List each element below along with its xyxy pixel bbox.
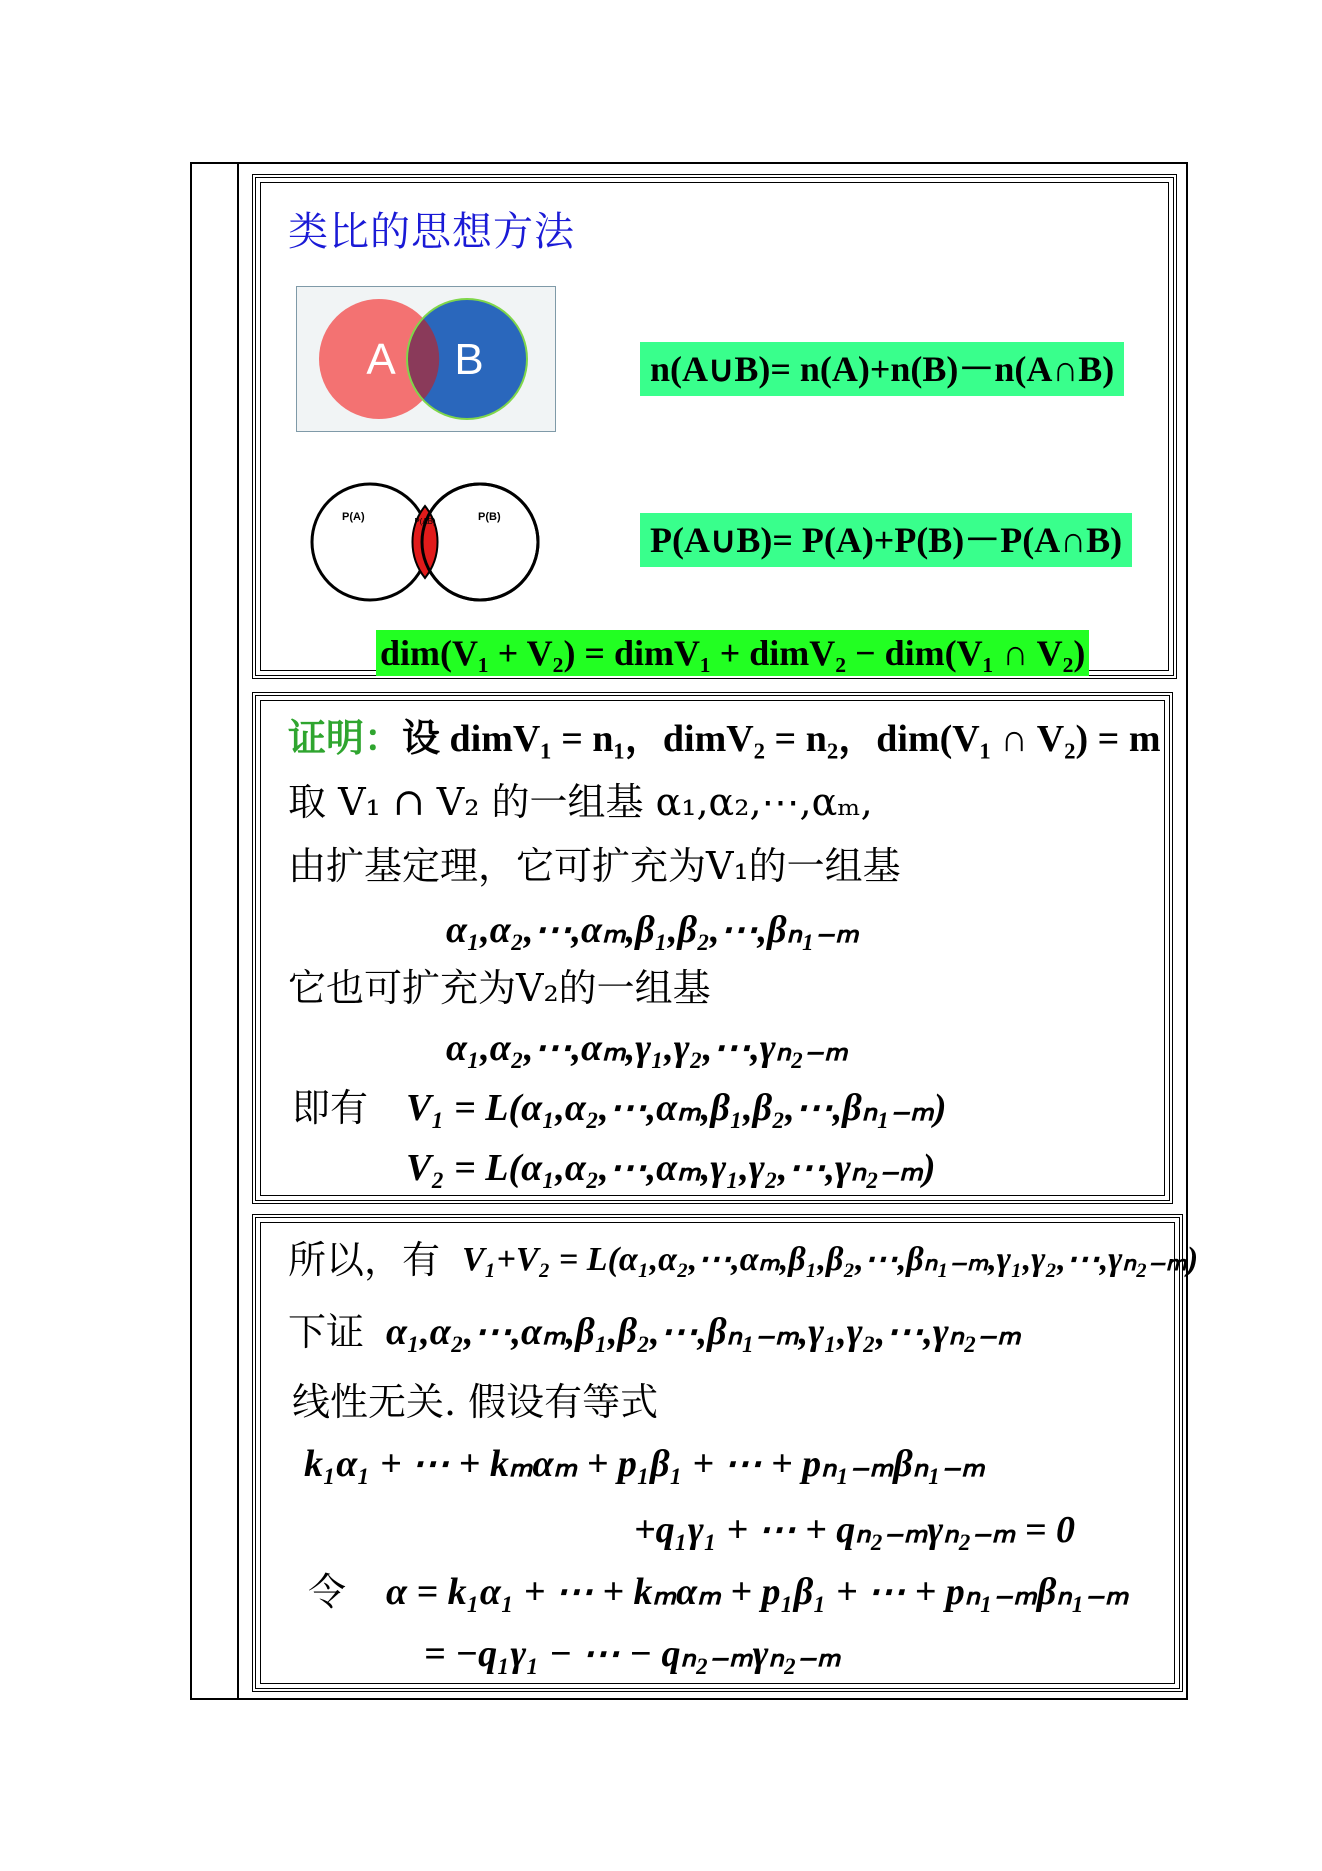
venn-prob-graphic	[300, 478, 550, 606]
proof-line-1	[288, 714, 1161, 763]
slide-title: 类比的思想方法	[288, 209, 575, 255]
proof-line-3: 由扩基定理，它可扩充为V₁的一组基	[288, 844, 901, 888]
proof-line-1-text: 设 dimV₁ = n₁，dimV₂ = n₂，dim(V₁ ∩ V₂) = m	[402, 718, 1161, 760]
formula-dimension-text: dim(V₁ + V₂) = dimV₁ + dimV₂ − dim(V₁ ∩ V₂)	[380, 633, 1086, 673]
slide-independence	[252, 1214, 1199, 1692]
label-b: B	[454, 335, 484, 384]
indep-line-6-label: 令	[308, 1570, 347, 1614]
label-pb: P(B)	[478, 511, 501, 523]
proof-line-2: 取 V₁ ∩ V₂ 的一组基 α₁,α₂,⋯,αₘ,	[288, 780, 873, 824]
indep-line-4: k₁α₁ + ⋯ + kₘαₘ + p₁β₁ + ⋯ + pₙ₁₋ₘβₙ₁₋ₘ	[304, 1443, 985, 1485]
venn-diagram-probability	[300, 478, 550, 606]
label-a: A	[366, 335, 396, 384]
table-left-column	[192, 164, 239, 1698]
venn-diagram-sets	[296, 286, 556, 432]
proof-line-6: α₁,α₂,⋯,αₘ,γ₁,γ₂,⋯,γₙ₂₋ₘ	[446, 1027, 848, 1069]
label-pa: P(A)	[342, 511, 365, 523]
indep-line-7: = −q₁γ₁ − ⋯ − qₙ₂₋ₘγₙ₂₋ₘ	[424, 1633, 841, 1675]
indep-line-2: α₁,α₂,⋯,αₘ,β₁,β₂,⋯,βₙ₁₋ₘ,γ₁,γ₂,⋯,γₙ₂₋ₘ	[386, 1311, 1021, 1353]
slide-proof	[252, 692, 1173, 1204]
indep-line-2-label: 下证	[288, 1310, 365, 1354]
proof-line-8: V₂ = L(α₁,α₂,⋯,αₘ,γ₁,γ₂,⋯,γₙ₂₋ₘ)	[406, 1147, 936, 1189]
document-table	[190, 162, 1199, 1700]
indep-line-5: +q₁γ₁ + ⋯ + qₙ₂₋ₘγₙ₂₋ₘ = 0	[634, 1509, 1075, 1551]
venn-sets-graphic	[297, 287, 555, 431]
formula-sets: n(A∪B)= n(A)+n(B)－n(A∩B)	[640, 342, 1124, 396]
proof-line-7: V₁ = L(α₁,α₂,⋯,αₘ,β₁,β₂,⋯,βₙ₁₋ₘ)	[406, 1087, 947, 1129]
indep-line-6: α = k₁α₁ + ⋯ + kₘαₘ + p₁β₁ + ⋯ + pₙ₁₋ₘβₙ₁₋ₘ	[386, 1571, 1129, 1613]
proof-line-5: 它也可扩充为V₂的一组基	[288, 966, 711, 1010]
circle-pa	[312, 484, 428, 600]
formula-dimension	[376, 630, 1089, 676]
proof-label: 证明：	[288, 715, 403, 760]
slide-analogy	[252, 174, 1177, 679]
proof-line-4: α₁,α₂,⋯,αₘ,β₁,β₂,⋯,βₙ₁₋ₘ	[446, 909, 859, 951]
formula-probability: P(A∪B)= P(A)+P(B)－P(A∩B)	[640, 513, 1132, 567]
indep-line-1-label: 所以，有	[288, 1238, 441, 1282]
proof-line-7-label: 即有	[292, 1086, 369, 1130]
indep-line-1: V₁+V₂ = L(α₁,α₂,⋯,αₘ,β₁,β₂,⋯,βₙ₁₋ₘ,γ₁,γ₂,⋯,γₙ₂₋ₘ)	[462, 1241, 1199, 1278]
label-pab: P(AB)	[414, 517, 436, 526]
indep-line-3: 线性无关. 假设有等式	[292, 1380, 659, 1424]
